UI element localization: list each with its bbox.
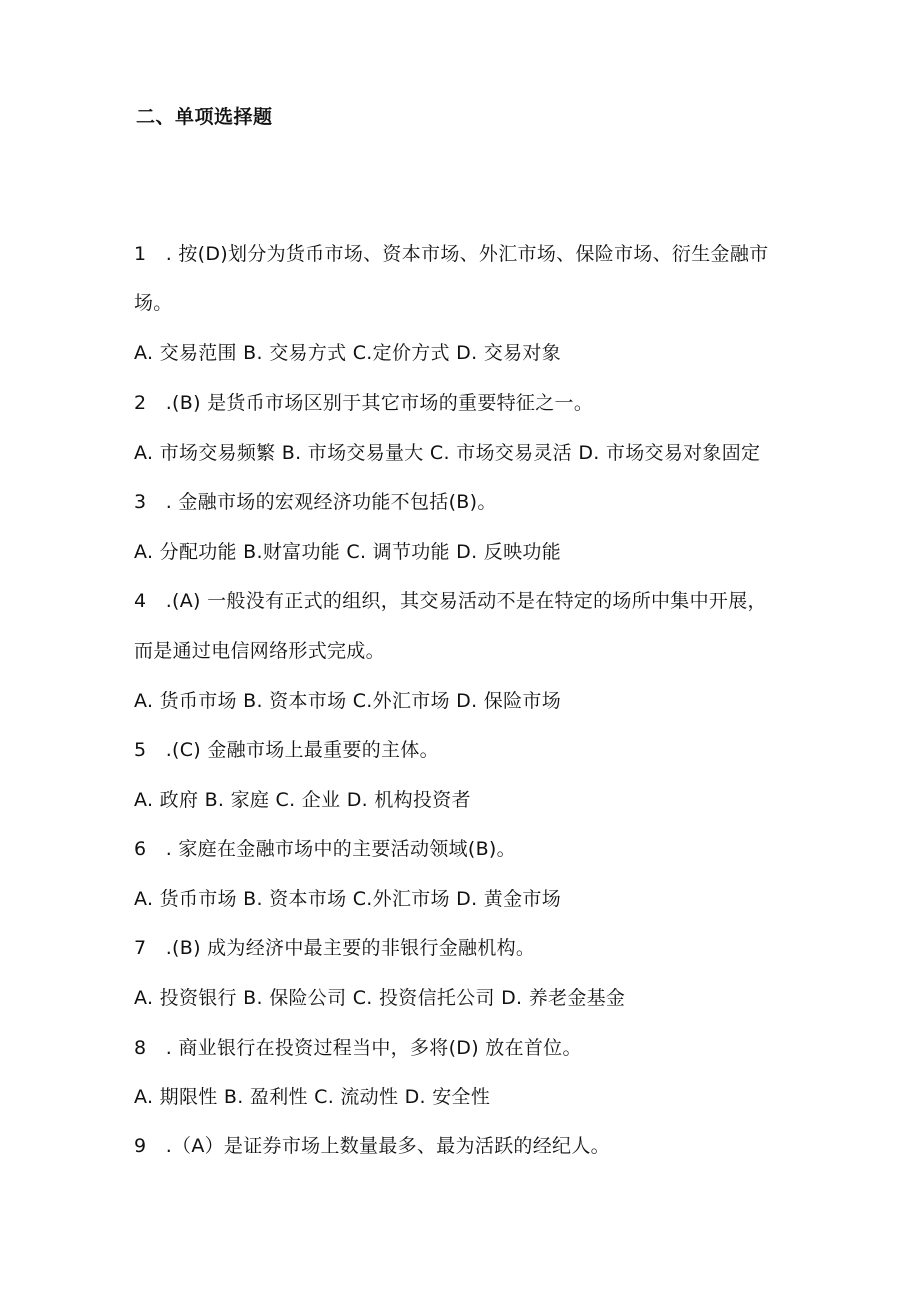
question-2: 2 .(B) 是货币市场区别于其它市场的重要特征之一。	[134, 392, 594, 414]
question-1-line-1: 1 . 按(D)划分为货币市场、资本市场、外汇市场、保险市场、衍生金融市	[134, 243, 769, 265]
question-1-line-2: 场。	[134, 292, 173, 314]
question-2-options: A. 市场交易频繁 B. 市场交易量大 C. 市场交易灵活 D. 市场交易对象固定	[134, 442, 761, 464]
question-6-options: A. 货币市场 B. 资本市场 C.外汇市场 D. 黄金市场	[134, 888, 561, 910]
section-title: 二、单项选择题	[136, 106, 273, 128]
question-3: 3 . 金融市场的宏观经济功能不包括(B)。	[134, 491, 497, 513]
question-1-options: A. 交易范围 B. 交易方式 C.定价方式 D. 交易对象	[134, 342, 561, 364]
question-7-options: A. 投资银行 B. 保险公司 C. 投资信托公司 D. 养老金基金	[134, 987, 626, 1009]
question-6: 6 . 家庭在金融市场中的主要活动领域(B)。	[134, 838, 516, 860]
question-3-options: A. 分配功能 B.财富功能 C. 调节功能 D. 反映功能	[134, 541, 561, 563]
question-8-options: A. 期限性 B. 盈利性 C. 流动性 D. 安全性	[134, 1086, 491, 1108]
question-4-options: A. 货币市场 B. 资本市场 C.外汇市场 D. 保险市场	[134, 690, 561, 712]
question-4-line-2: 而是通过电信网络形式完成。	[134, 640, 385, 662]
question-7: 7 .(B) 成为经济中最主要的非银行金融机构。	[134, 937, 536, 959]
question-8: 8 . 商业银行在投资过程当中，多将(D) 放在首位。	[134, 1037, 582, 1059]
question-5: 5 .(C) 金融市场上最重要的主体。	[134, 739, 439, 761]
question-5-options: A. 政府 B. 家庭 C. 企业 D. 机构投资者	[134, 789, 471, 811]
question-4-line-1: 4 .(A) 一般没有正式的组织，其交易活动不是在特定的场所中集中开展，	[134, 590, 767, 612]
question-9: 9 .（A）是证券市场上数量最多、最为活跃的经纪人。	[134, 1135, 610, 1157]
